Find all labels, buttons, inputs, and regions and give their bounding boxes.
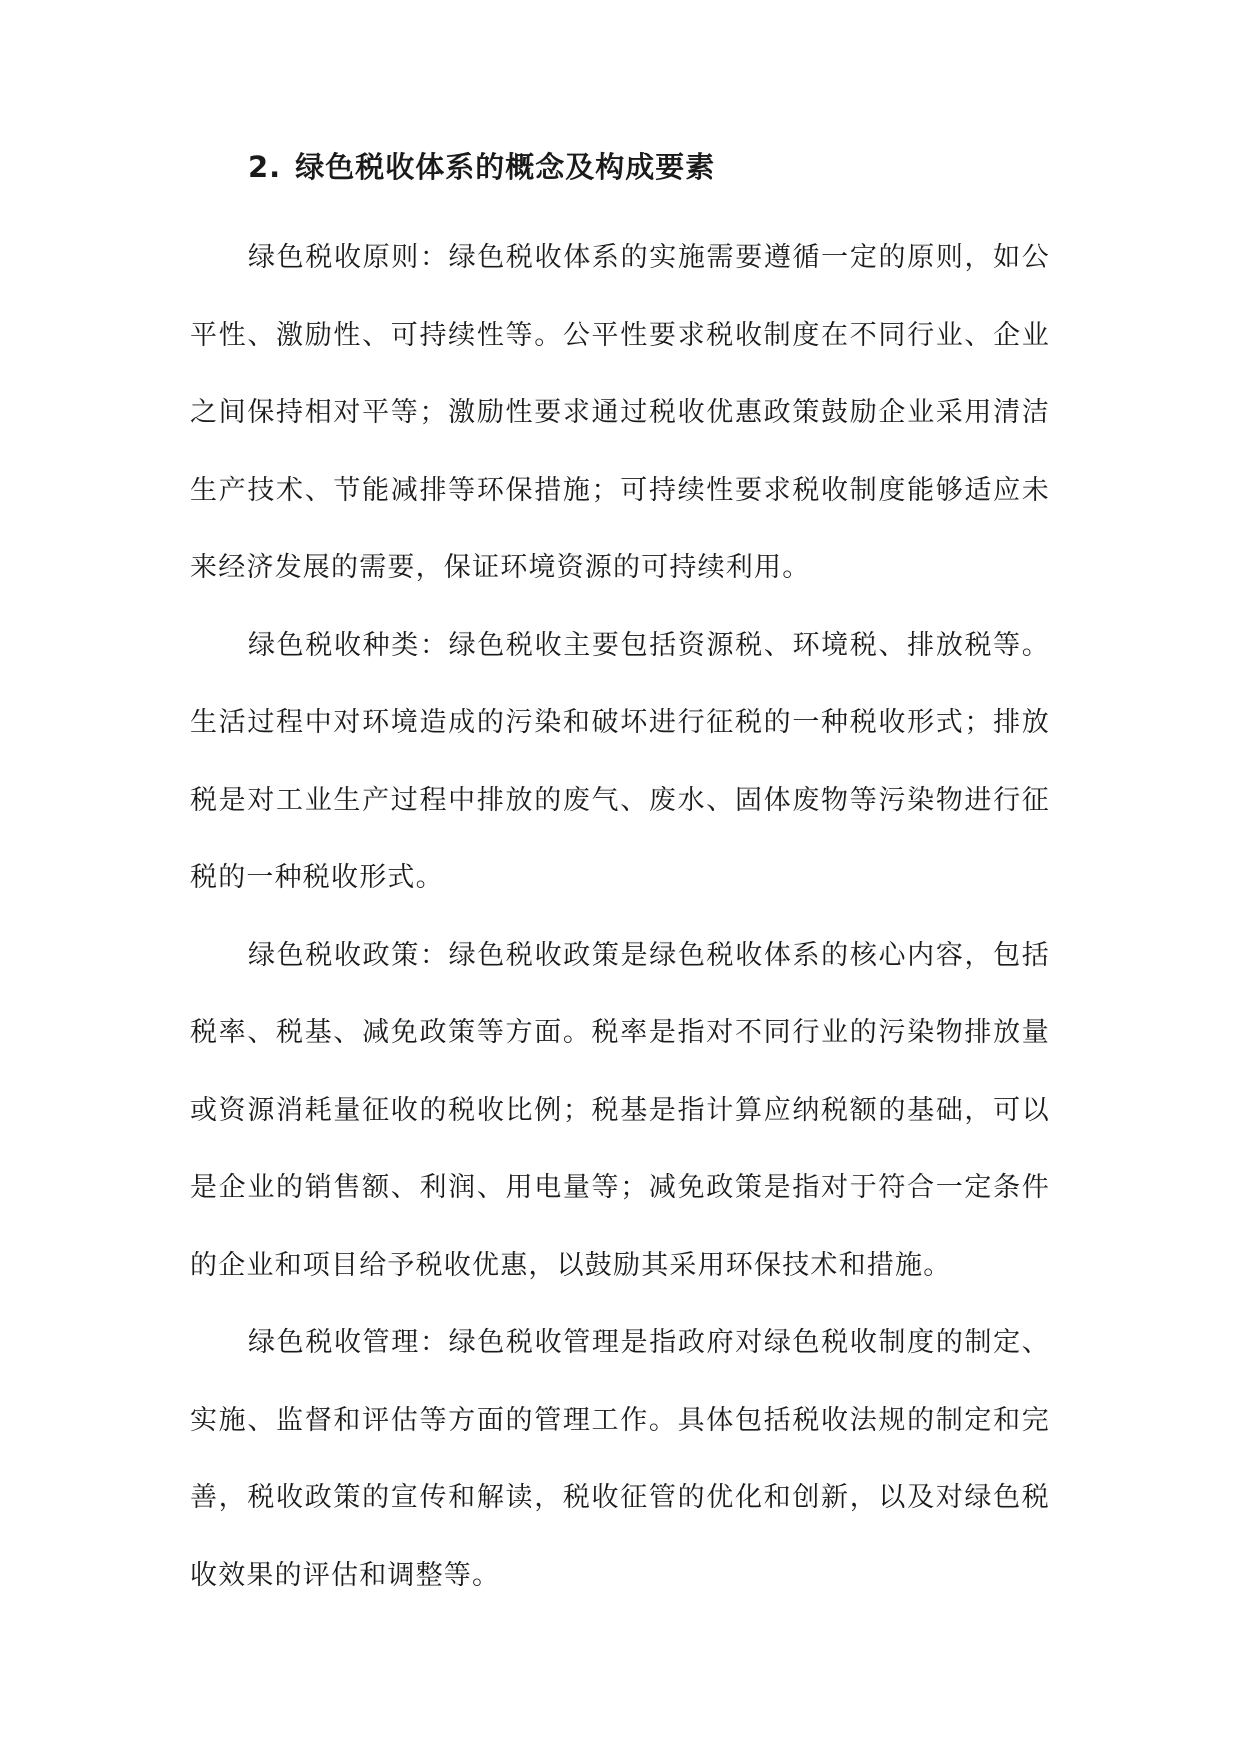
document-body (190, 147, 1050, 1614)
paragraph-management: 绿色税收管理：绿色税收管理是指政府对绿色税收制度的制定、实施、监督和评估等方面的管理工作。具体包括税收法规的制定和完善，税收政策的宣传和解读，税收征管的优化和创新，以及对绿色税收效果的评估和调整等。 (190, 1327, 1050, 1591)
paragraph-policy: 绿色税收政策：绿色税收政策是绿色税收体系的核心内容，包括税率、税基、减免政策等方面。税率是指对不同行业的污染物排放量或资源消耗量征收的税收比例；税基是指计算应纳税额的基础，可以是企业的销售额、利润、用电量等；减免政策是指对于符合一定条件的企业和项目给予税收优惠，以鼓励其采用环保技术和措施。 (190, 939, 1050, 1281)
paragraph-principles: 绿色税收原则：绿色税收体系的实施需要遵循一定的原则，如公平性、激励性、可持续性等。公平性要求税收制度在不同行业、企业之间保持相对平等；激励性要求通过税收优惠政策鼓励企业采用清洁生产技术、节能减排等环保措施；可持续性要求税收制度能够适应未来经济发展的需要，保证环境资源的可持续利用。 (190, 242, 1050, 583)
paragraph-types: 绿色税收种类：绿色税收主要包括资源税、环境税、排放税等。生活过程中对环境造成的污染和破坏进行征税的一种税收形式；排放税是对工业生产过程中排放的废气、废水、固体废物等污染物进行征税的一种税收形式。 (190, 629, 1050, 893)
section-title: 绿色税收体系的概念及构成要素 (295, 150, 716, 184)
section-heading (190, 147, 1050, 187)
section-number: 2. (248, 150, 282, 184)
